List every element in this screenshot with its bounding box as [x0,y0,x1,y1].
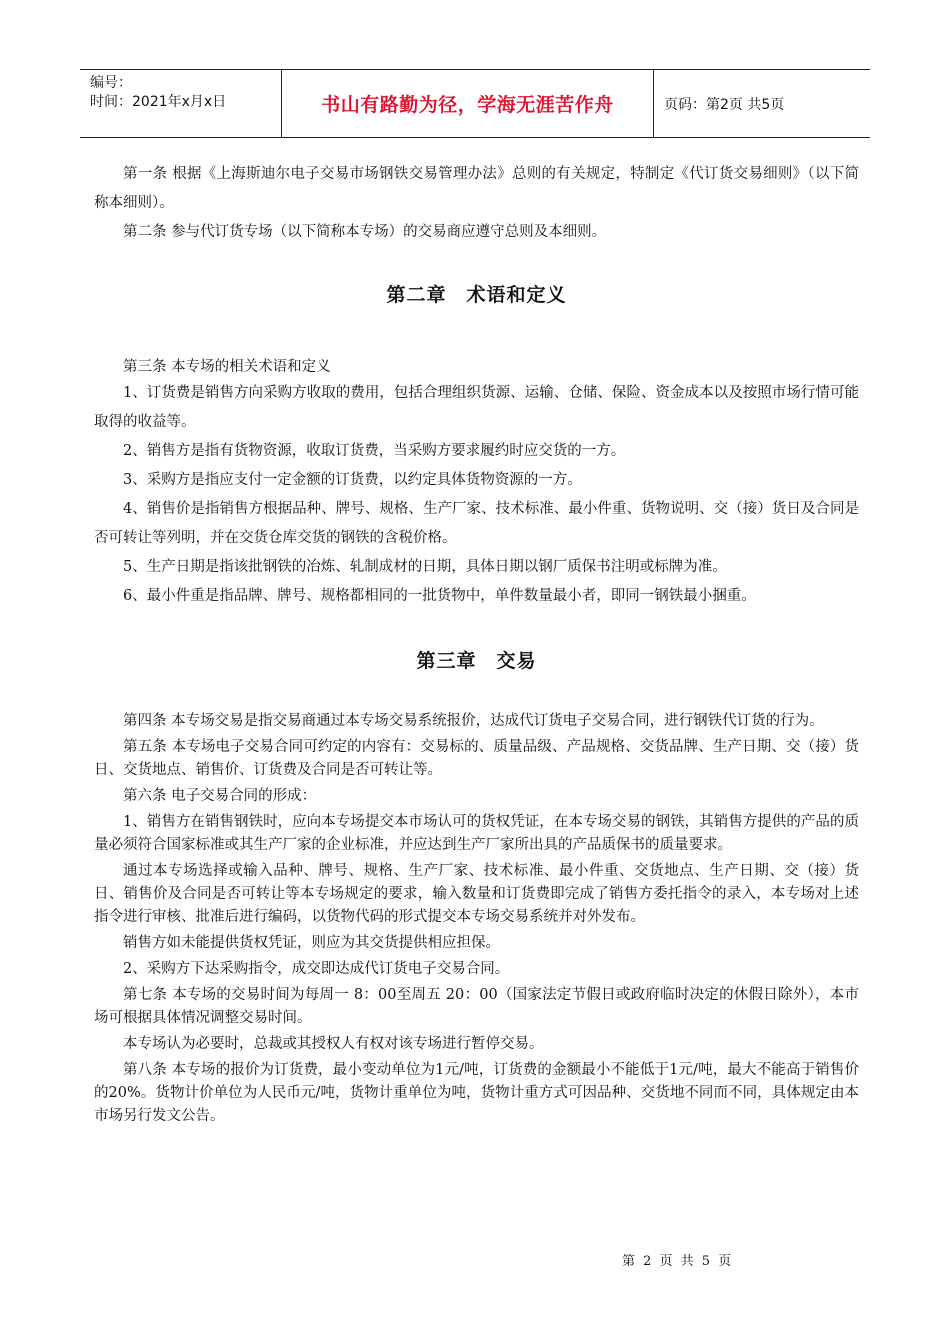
header-page-info: 页码：第2页 共5页 [664,96,785,113]
header-motto: 书山有路勤为径，学海无涯苦作舟 [282,70,654,137]
document-body [94,160,859,1131]
definition-1: 1、订货费是销售方向采购方收取的费用，包括合理组织货源、运输、仓储、保险、资金成本以及按照市场行情可能取得的收益等。 [94,385,859,430]
article-2: 第二条 参与代订货专场（以下简称本专场）的交易商应遵守总则及本细则。 [123,224,607,240]
article-1: 第一条 根据《上海斯迪尔电子交易市场钢铁交易管理办法》总则的有关规定，特制定《代订货交易细则》（以下简称本细则）。 [94,166,859,211]
article-3: 第三条 本专场的相关术语和定义 [123,359,331,375]
number-label: 编号： [90,75,132,91]
article-6-item-1: 1、销售方在销售钢铁时，应向本专场提交本市场认可的货权凭证，在本专场交易的钢铁，其销售方提供的产品的质量必须符合国家标准或其生产厂家的企业标准，并应达到生产厂家所出具的产品质保书的质量要求。 [94,814,859,853]
article-6-item-2: 2、采购方下达采购指令，成交即达成代订货电子交易合同。 [123,961,510,977]
article-6: 第六条 电子交易合同的形成： [123,788,317,804]
date-label: 时间：2021年x月x日 [90,94,227,110]
page-footer: 第 2 页 共 5 页 [622,1254,734,1269]
definition-6: 6、最小件重是指品牌、牌号、规格都相同的一批货物中，单件数量最小者，即同一钢铁最小捆重。 [123,588,756,604]
page-header [80,69,870,138]
article-5: 第五条 本专场电子交易合同可约定的内容有：交易标的、质量品级、产品规格、交货品牌、生产日期、交（接）货日、交货地点、销售价、订货费及合同是否可转让等。 [94,739,859,778]
definition-4: 4、销售价是指销售方根据品种、牌号、规格、生产厂家、技术标准、最小件重、货物说明、交（接）货日及合同是否可转让等列明，并在交货仓库交货的钢铁的含税价格。 [94,501,859,546]
definition-3: 3、采购方是指应支付一定金额的订货费，以约定具体货物资源的一方。 [123,472,582,488]
article-8: 第八条 本专场的报价为订货费，最小变动单位为1元/吨，订货费的金额最小不能低于1元/吨，最大不能高于销售价的20%。货物计价单位为人民币元/吨，货物计重单位为吨，货物计重方式可因品种、交货地不同而不同，具体规定由本市场另行发文公告。 [94,1062,859,1124]
article-7: 第七条 本专场的交易时间为每周一 8：00至周五 20：00（国家法定节假日或政府临时决定的休假日除外），本市场可根据具体情况调整交易时间。 [94,987,859,1026]
article-6-process: 通过本专场选择或输入品种、牌号、规格、生产厂家、技术标准、最小件重、交货地点、生产日期、交（接）货日、销售价及合同是否可转让等本专场规定的要求，输入数量和订货费即完成了销售方委托指令的录入，本专场对上述指令进行审核、批准后进行编码，以货物代码的形式提交本专场交易系统并对外发布。 [94,863,859,925]
header-meta [80,70,282,137]
chapter-3-title: 第三章 交易 [416,650,537,672]
chapter-2-title: 第二章 术语和定义 [386,284,567,306]
article-7-suspend: 本专场认为必要时，总裁或其授权人有权对该专场进行暂停交易。 [123,1036,544,1052]
article-4: 第四条 本专场交易是指交易商通过本专场交易系统报价，达成代订货电子交易合同，进行钢铁代订货的行为。 [123,713,824,729]
definition-2: 2、销售方是指有货物资源，收取订货费，当采购方要求履约时应交货的一方。 [123,443,626,459]
definition-5: 5、生产日期是指该批钢铁的冶炼、轧制成材的日期，具体日期以钢厂质保书注明或标牌为准。 [123,559,727,575]
article-6-guarantee: 销售方如未能提供货权凭证，则应为其交货提供相应担保。 [123,935,500,951]
